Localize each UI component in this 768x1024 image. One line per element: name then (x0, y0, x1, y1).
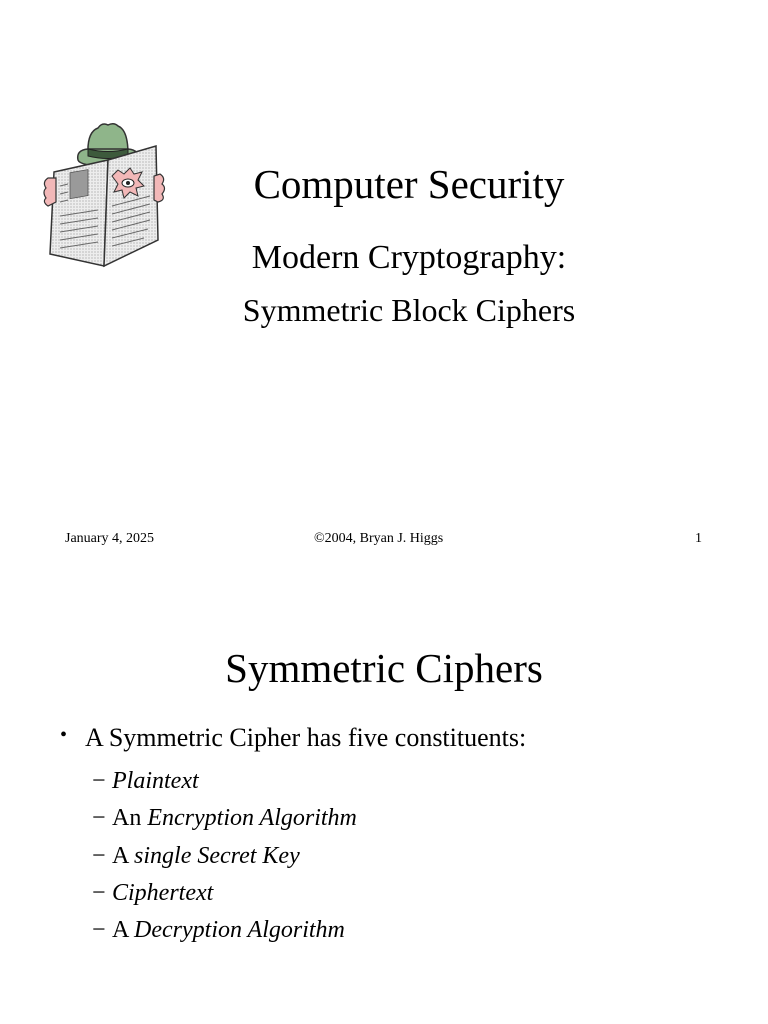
slide-subtitle-line-1: Modern Cryptography: (251, 239, 567, 276)
sub-bullet-emphasis: single Secret Key (134, 842, 300, 869)
sub-bullet-emphasis: Ciphertext (112, 879, 214, 906)
sub-bullet-prefix: A (112, 917, 135, 944)
sub-bullet-item (92, 800, 357, 837)
dash-marker: − (92, 805, 106, 832)
slide-subtitle-line-2: Symmetric Block Ciphers (242, 292, 576, 328)
dash-marker: − (92, 879, 106, 906)
sub-bullet-emphasis: Encryption Algorithm (147, 805, 357, 832)
dash-marker: − (92, 768, 106, 794)
slide-title: Symmetric Ciphers (225, 645, 543, 691)
sub-bullet-emphasis: Plaintext (112, 768, 199, 794)
slide-2 (0, 576, 768, 1024)
dash-marker: − (92, 917, 106, 944)
sub-bullet-item (92, 912, 357, 949)
footer-date: January 4, 2025 (65, 531, 155, 546)
bullet-marker: • (60, 724, 68, 746)
slide-title: Computer Security (253, 161, 565, 207)
bullet-text: A Symmetric Cipher has five constituents: (85, 723, 527, 752)
sub-bullet-item (92, 838, 357, 875)
dash-marker: − (92, 842, 106, 869)
sub-bullet-emphasis: Decryption Algorithm (134, 917, 345, 944)
sub-bullet-prefix: A (112, 842, 135, 869)
footer-copyright: ©2004, Bryan J. Higgs (314, 531, 444, 546)
sub-bullet-item (92, 763, 357, 800)
footer-page-number: 1 (695, 531, 702, 546)
sub-bullet-prefix: An (112, 805, 148, 832)
slide-footer (0, 530, 768, 548)
sub-bullet-list (92, 763, 357, 949)
sub-bullet-item (92, 875, 357, 912)
